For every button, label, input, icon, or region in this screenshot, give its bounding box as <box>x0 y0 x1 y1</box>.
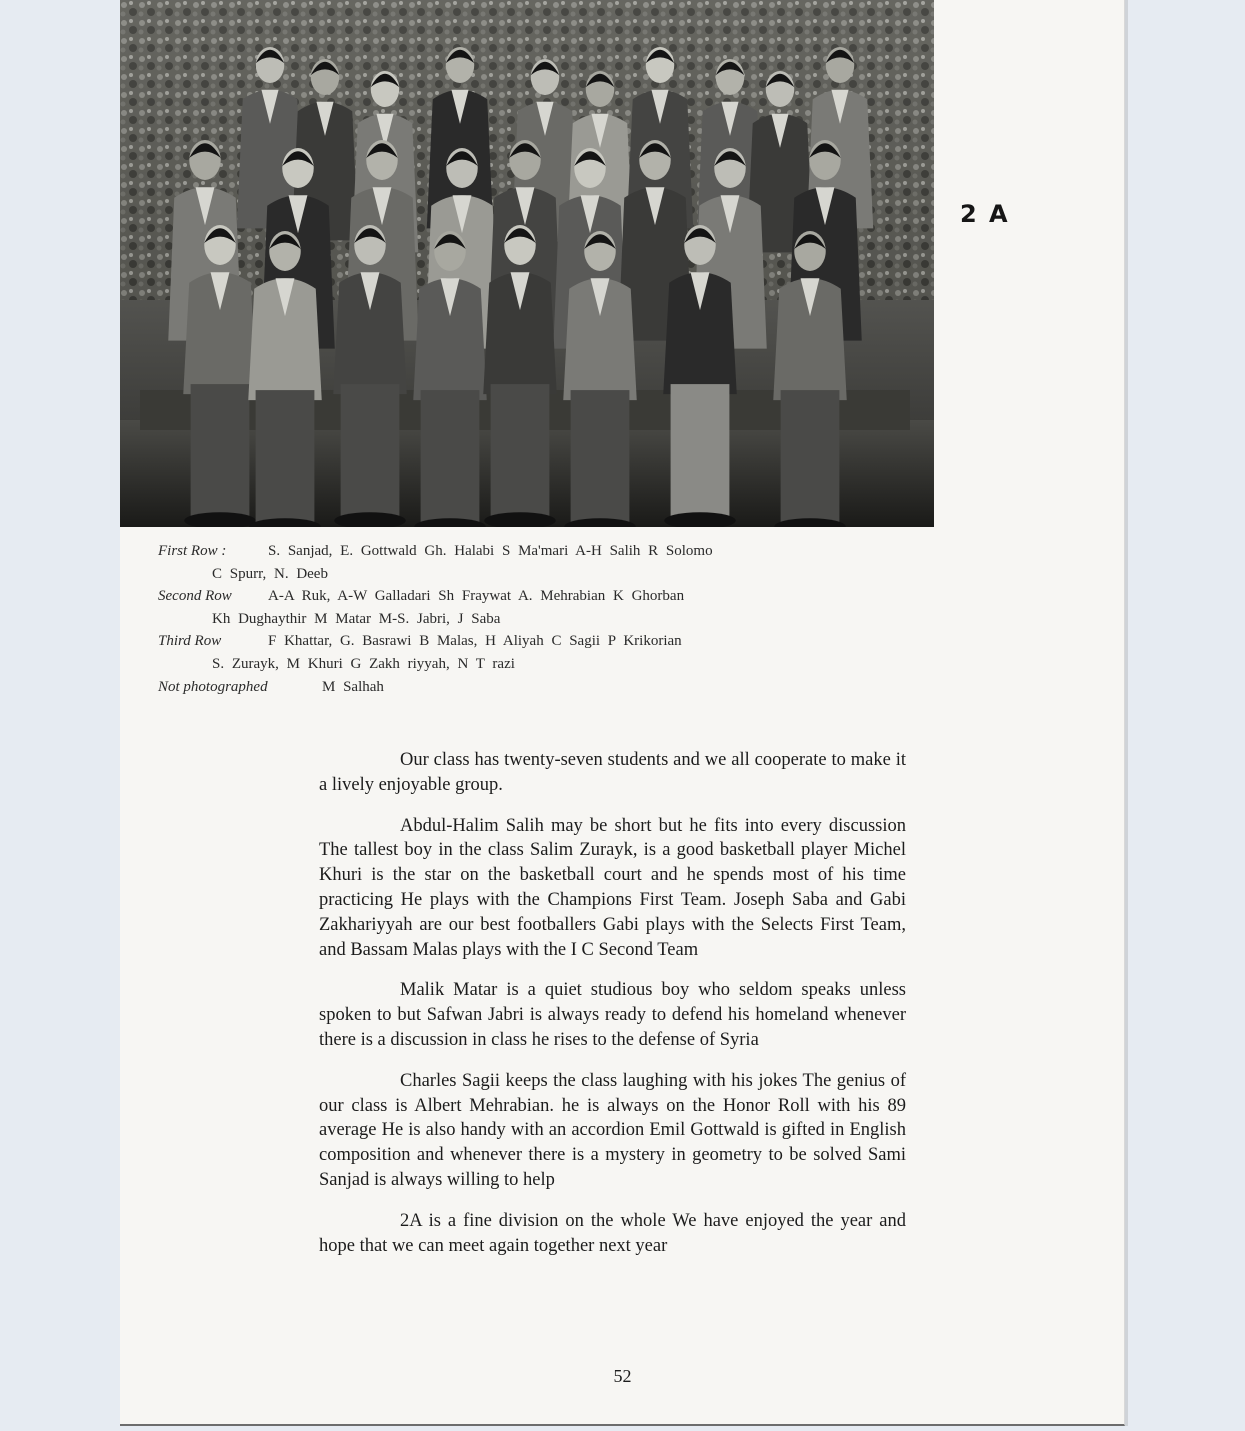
photo-caption <box>158 540 918 698</box>
caption-row-label: Second Row <box>158 588 232 605</box>
paragraph: Charles Sagii keeps the class laughing with his jokes The genius of our class is Albert Mehrabian. he is always on the Honor Roll with his 89 average He is also handy with an accordion Emil Gottwald is gifted in English composition and whenever there is a mystery in geometry to be solved Sami Sanjad is always willing to help <box>319 1070 906 1190</box>
caption-first-row <box>158 540 918 563</box>
caption-not-photographed <box>158 676 918 699</box>
caption-row-names: F Khattar, G. Basrawi B Malas, H Aliyah C Sagii P Krikorian <box>268 633 682 650</box>
caption-row-label: Not photographed <box>158 678 268 695</box>
caption-third-row-continued: S. Zurayk, M Khuri G Zakh riyyah, N T razi <box>212 655 515 672</box>
paragraph: Malik Matar is a quiet studious boy who seldom speaks unless spoken to but Safwan Jabri is always ready to defend his homeland whenever there is a discussion in class he rises to the defense of Syria <box>319 980 906 1050</box>
paragraph: Our class has twenty-seven students and we all cooperate to make it a lively enjoyable group. <box>319 750 906 795</box>
paragraph: 2A is a fine division on the whole We have enjoyed the year and hope that we can meet again together next year <box>319 1210 906 1256</box>
caption-row-names: A-A Ruk, A-W Galladari Sh Fraywat A. Mehrabian K Ghorban <box>268 588 685 605</box>
caption-row-label: First Row : <box>158 543 227 559</box>
page-edge <box>1125 0 1128 1426</box>
caption-first-row-continued: C Spurr, N. Deeb <box>212 565 328 582</box>
article-body <box>319 748 906 1274</box>
yearbook-page <box>120 0 1125 1426</box>
class-photo-image <box>120 0 934 527</box>
class-photograph <box>120 0 934 527</box>
caption-second-row-continued: Kh Dughaythir M Matar M-S. Jabri, J Saba <box>212 610 501 627</box>
division-heading: 2 A <box>960 200 1010 228</box>
paragraph: Abdul-Halim Salih may be short but he fits into every discussion The tallest boy in the class Salim Zurayk, is a good basketball player Michel Khuri is the star on the basketball court and he spends most of his time practicing He plays with the Champions First Team. Joseph Saba and Gabi Zakhariyyah are our best footballers Gabi plays with the Selects First Team, and Bassam Malas plays with the I C Second Team <box>319 815 906 960</box>
caption-second-row <box>158 585 918 608</box>
caption-row-names: M Salhah <box>322 678 384 695</box>
page-number: 52 <box>613 1366 632 1386</box>
caption-row-label: Third Row <box>158 633 222 650</box>
caption-row-names: S. Sanjad, E. Gottwald Gh. Halabi S Ma'mari A-H Salih R Solomo <box>268 543 713 559</box>
caption-third-row <box>158 630 918 653</box>
